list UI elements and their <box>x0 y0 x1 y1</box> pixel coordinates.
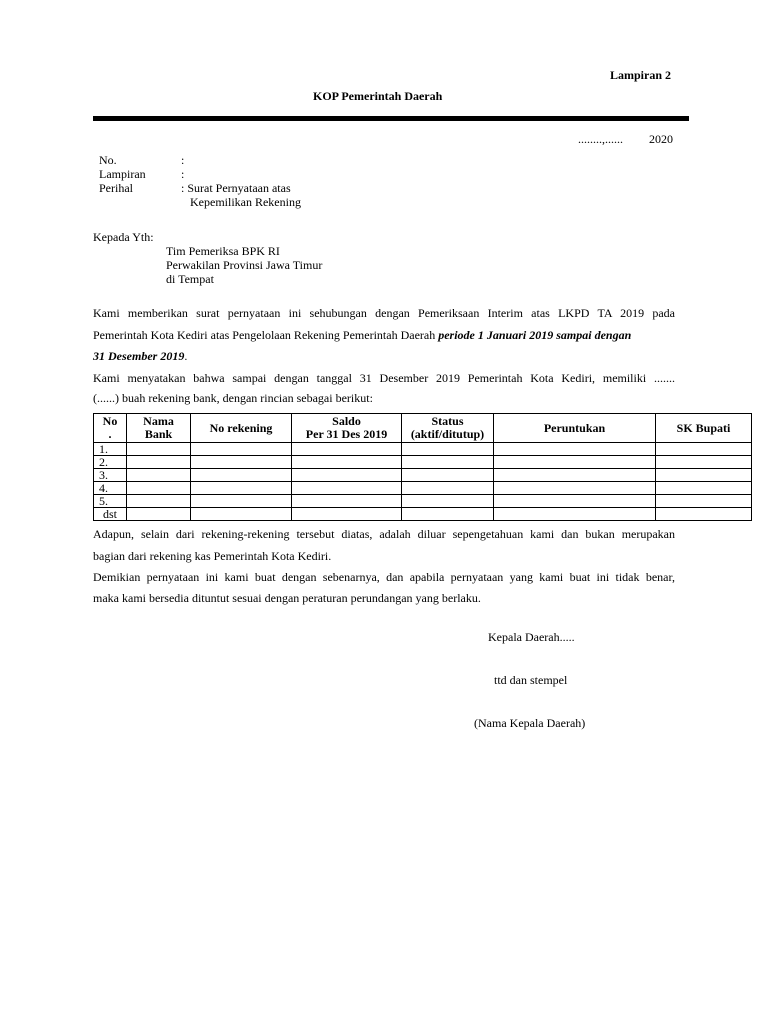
cell-saldo <box>292 443 402 456</box>
kop-title: KOP Pemerintah Daerah <box>313 89 443 103</box>
cell-sk <box>656 508 752 521</box>
table-row <box>94 443 752 456</box>
kepada-label: Kepada Yth: <box>93 230 154 244</box>
col-status: Status (aktif/ditutup) <box>402 414 494 443</box>
date-year: 2020 <box>649 132 673 146</box>
cell-sk <box>656 495 752 508</box>
rekening-table <box>93 413 752 521</box>
cell-bank <box>127 469 191 482</box>
cell-status <box>402 482 494 495</box>
table-row <box>94 495 752 508</box>
col-sk-bupati: SK Bupati <box>656 414 752 443</box>
cell-peruntukan <box>494 456 656 469</box>
cell-saldo <box>292 482 402 495</box>
cell-peruntukan <box>494 482 656 495</box>
header-rule <box>93 116 689 121</box>
paragraph-1-line-3 <box>93 346 675 367</box>
cell-bank <box>127 508 191 521</box>
cell-status <box>402 508 494 521</box>
row-number: dst <box>94 508 127 521</box>
paragraph-1-plain: Pemerintah Kota Kediri atas Pengelolaan Rekening Pemerintah Daerah <box>93 328 439 342</box>
table-row <box>94 456 752 469</box>
date-dots: ........,...... <box>578 132 623 146</box>
col-no-rekening: No rekening <box>191 414 292 443</box>
row-number: 3. <box>94 469 127 482</box>
cell-rekening <box>191 495 292 508</box>
paragraph-2-line-2: (......) buah rekening bank, dengan rincian sebagai berikut: <box>93 391 373 405</box>
cell-status <box>402 469 494 482</box>
cell-sk <box>656 456 752 469</box>
cell-status <box>402 456 494 469</box>
perihal-value: : Surat Pernyataan atas <box>181 181 291 195</box>
lampiran-meta-label: Lampiran <box>99 167 146 181</box>
col-nama-bank: Nama Bank <box>127 414 191 443</box>
cell-status <box>402 443 494 456</box>
paragraph-3-line-2: bagian dari rekening kas Pemerintah Kota Kediri. <box>93 549 332 563</box>
recipient-line-1: Tim Pemeriksa BPK RI <box>166 244 280 258</box>
paragraph-3-line-1: Adapun, selain dari rekening-rekening tersebut diatas, adalah diluar sepengetahuan kami dan bukan merupakan <box>93 527 675 541</box>
paragraph-1-line-1: Kami memberikan surat pernyataan ini sehubungan dengan Pemeriksaan Interim atas LKPD TA 2019 pada <box>93 306 675 320</box>
paragraph-1-period-mark: . <box>184 349 188 363</box>
cell-sk <box>656 482 752 495</box>
col-saldo: Saldo Per 31 Des 2019 <box>292 414 402 443</box>
cell-saldo <box>292 508 402 521</box>
cell-bank <box>127 482 191 495</box>
paragraph-4-line-1: Demikian pernyataan ini kami buat dengan sebenarnya, dan apabila pernyataan yang kami buat ini tidak benar, <box>93 570 675 584</box>
table-row <box>94 508 752 521</box>
perihal-value-2: Kepemilikan Rekening <box>190 195 301 209</box>
recipient-line-3: di Tempat <box>166 272 214 286</box>
paragraph-1-end-date: 31 Desember 2019 <box>93 349 185 363</box>
cell-rekening <box>191 443 292 456</box>
signature-title: Kepala Daerah..... <box>488 630 575 644</box>
cell-peruntukan <box>494 495 656 508</box>
cell-saldo <box>292 456 402 469</box>
row-number: 1. <box>94 443 127 456</box>
cell-rekening <box>191 456 292 469</box>
cell-rekening <box>191 482 292 495</box>
no-label: No. <box>99 153 117 167</box>
cell-bank <box>127 495 191 508</box>
signature-ttd: ttd dan stempel <box>494 673 568 687</box>
cell-status <box>402 495 494 508</box>
row-number: 2. <box>94 456 127 469</box>
lampiran-meta-value: : <box>181 167 185 181</box>
row-number: 4. <box>94 482 127 495</box>
row-number: 5. <box>94 495 127 508</box>
no-value: : <box>181 153 185 167</box>
table-header-row <box>94 414 752 443</box>
lampiran-label: Lampiran 2 <box>610 68 672 82</box>
cell-saldo <box>292 495 402 508</box>
table-row <box>94 469 752 482</box>
cell-peruntukan <box>494 443 656 456</box>
paragraph-2-line-1: Kami menyatakan bahwa sampai dengan tanggal 31 Desember 2019 Pemerintah Kota Kediri, memiliki ....... <box>93 371 675 385</box>
cell-bank <box>127 443 191 456</box>
recipient-line-2: Perwakilan Provinsi Jawa Timur <box>166 258 323 272</box>
cell-peruntukan <box>494 469 656 482</box>
paragraph-4-line-2: maka kami bersedia dituntut sesuai dengan peraturan perundangan yang berlaku. <box>93 591 481 605</box>
cell-peruntukan <box>494 508 656 521</box>
signature-name: (Nama Kepala Daerah) <box>474 716 586 730</box>
cell-saldo <box>292 469 402 482</box>
table-row <box>94 482 752 495</box>
col-peruntukan: Peruntukan <box>494 414 656 443</box>
cell-bank <box>127 456 191 469</box>
paragraph-1-period: periode 1 Januari 2019 sampai dengan <box>438 328 632 342</box>
cell-sk <box>656 443 752 456</box>
cell-sk <box>656 469 752 482</box>
col-no: No . <box>94 414 127 443</box>
paragraph-1-line-2 <box>93 325 675 346</box>
cell-rekening <box>191 508 292 521</box>
perihal-label: Perihal <box>99 181 133 195</box>
cell-rekening <box>191 469 292 482</box>
